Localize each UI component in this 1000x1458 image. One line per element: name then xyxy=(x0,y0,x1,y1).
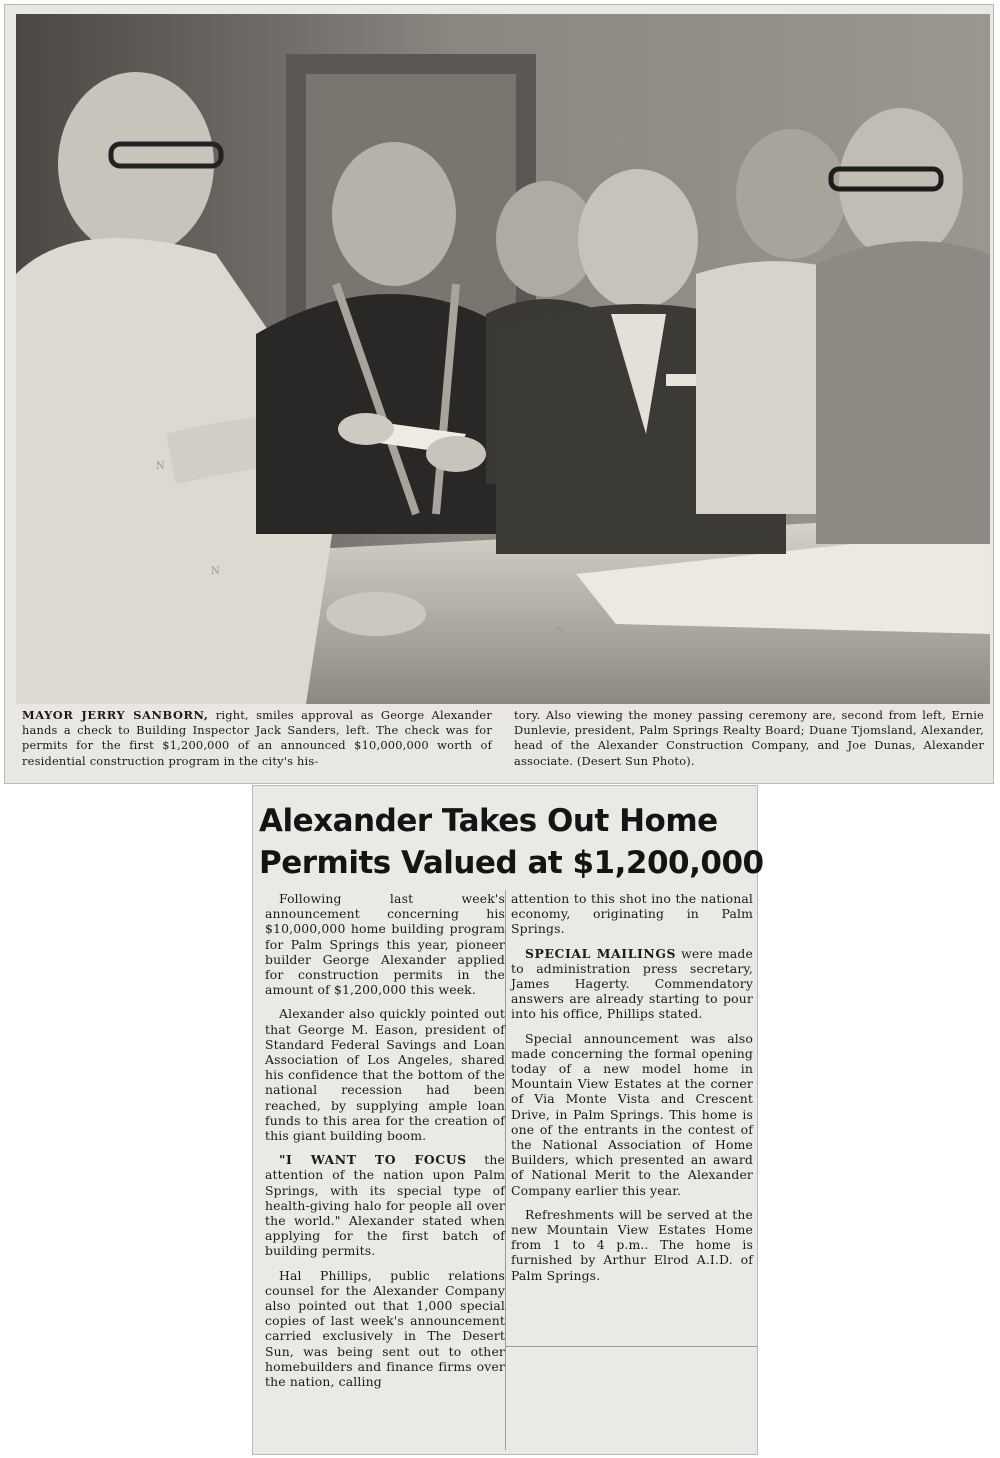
article-paragraph: attention to this shot ino the national economy, originating in Palm Springs. xyxy=(511,891,753,937)
person-5-head xyxy=(736,129,846,259)
hand-receiving xyxy=(338,413,394,445)
news-photo xyxy=(16,14,990,704)
article-left-column xyxy=(265,891,505,1398)
headline-line-1: Alexander Takes Out Home xyxy=(259,803,718,839)
hand-giving xyxy=(426,436,486,472)
article-paragraph: Special announcement was also made concerning the formal opening today of a new model home in Mountain View Estates at the corner of Via Monte Vista and Crescent Drive, in Palm Springs. This home is one of the entrants in the contest of the National Association of Home Builders, which presented an award of National Merit to the Alexander Company earlier this year. xyxy=(511,1030,753,1198)
watermark-n: N xyxy=(211,566,220,577)
watermark-n: N xyxy=(156,461,165,472)
caption-left-text: right, smiles approval as George Alexander hands a check to Building Inspector Jack Sanders, left. The check was for permits for the first $1,200,000 of an announced $10,000,000 worth of residential construction program in the city's his- xyxy=(22,708,492,768)
article-paragraph: Following last week's announcement concerning his $10,000,000 home building program for Palm Springs this year, pioneer builder George Alexander applied for construction permits in the amount of $1,200,000 this week. xyxy=(265,891,505,998)
article-headline xyxy=(259,800,764,884)
hand-on-desk xyxy=(326,592,426,636)
person-2-body xyxy=(256,294,516,534)
photo-caption xyxy=(16,708,990,782)
headline-line-2: Permits Valued at $1,200,000 xyxy=(259,845,764,881)
column-divider xyxy=(505,890,506,1450)
article-paragraph: "I WANT TO FOCUS the attention of the nation upon Palm Springs, with its special type of health-giving halo for people all over the world." Alexander stated when applying for the first batch of building permits. xyxy=(265,1152,505,1259)
caption-right-text: tory. Also viewing the money passing ceremony are, second from left, Ernie Dunlevie, president, Palm Springs Realty Board; Duane Tjomsland, Alexander, head of the Alexander Construction Company, and Joe Dunas, Alexander associate. (Desert Sun Photo). xyxy=(514,708,984,768)
photo-illustration xyxy=(16,14,990,704)
caption-left-column xyxy=(22,708,492,782)
caption-lead: MAYOR JERRY SANBORN, xyxy=(22,708,209,722)
person-right-body xyxy=(816,241,990,544)
article-right-column xyxy=(511,891,753,1292)
watermark-n: N xyxy=(616,136,625,147)
article-paragraph: Refreshments will be served at the new Mountain View Estates Home from 1 to 4 p.m.. The home is furnished by Arthur Elrod A.I.D. of Palm Springs. xyxy=(511,1206,753,1283)
article-clipping xyxy=(252,785,764,1455)
person-2-head xyxy=(332,142,456,286)
article-paragraph: Alexander also quickly pointed out that George M. Eason, president of Standard Federal Savings and Loan Association of Los Angeles, shared his confidence that the bottom of the national recession had been reached, by supplying ample loan funds to this area for the creation of this giant building boom. xyxy=(265,1006,505,1144)
person-4-head xyxy=(578,169,698,309)
watermark-n: N xyxy=(556,626,565,637)
caption-right-column xyxy=(514,708,984,782)
article-paragraph: Hal Phillips, public relations counsel for the Alexander Company also pointed out that 1,000 special copies of last week's announcement carried exclusively in The Desert Sun, was being sent out to other homebuilders and finance firms over the nation, calling xyxy=(265,1267,505,1390)
article-paragraph: SPECIAL MAILINGS were made to administration press secretary, James Hagerty. Commendatory answers are already starting to pour into his office, Phillips stated. xyxy=(511,945,753,1022)
person-right-head xyxy=(839,108,963,260)
